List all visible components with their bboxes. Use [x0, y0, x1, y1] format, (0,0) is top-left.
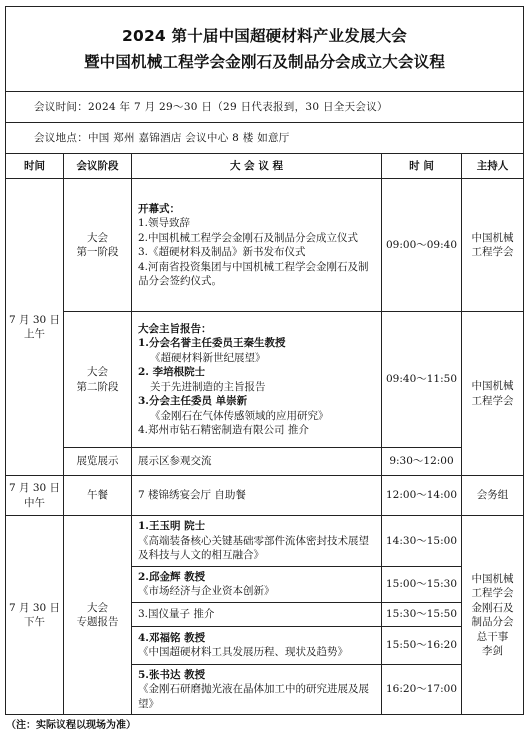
list-item: 2.中国机械工程学会金刚石及制品分会成立仪式 [138, 231, 359, 244]
exhibit-text: 展示区参观交流 [132, 448, 382, 476]
report-1 [132, 516, 382, 567]
date-morning: 7 月 30 日 上午 [6, 179, 64, 476]
list-item: 3.《超硬材料及制品》新书发布仪式 [138, 246, 306, 258]
report-5-time: 16:20～17:00 [382, 664, 462, 715]
stage-2: 大会 第二阶段 [64, 312, 132, 448]
header-time: 时 间 [382, 154, 462, 179]
lunch-text: 7 楼锦绣宴会厅 自助餐 [132, 476, 382, 516]
table-row [6, 516, 524, 567]
host-afternoon: 中国机械工程学会金刚石及制品分会 总干事 李剑 [462, 516, 524, 715]
report-topic: 《金刚石研磨抛光液在晶体加工中的研究进展及展望》 [138, 683, 369, 710]
session-1-agenda [132, 179, 382, 312]
date-noon: 7 月 30 日 中午 [6, 476, 64, 516]
report-5 [132, 664, 382, 715]
title-line-2: 暨中国机械工程学会金刚石及制品分会成立大会议程 [83, 53, 446, 71]
session-1-heading: 开幕式： [138, 202, 180, 215]
list-item: 3.分会主任委员 单崇新 [138, 395, 248, 407]
report-topic: 《市场经济与企业资本创新》 [138, 585, 275, 597]
list-item: 《金刚石在气体传感领域的应用研究》 [150, 409, 329, 422]
list-item: 《超硬材料新世纪展望》 [150, 351, 266, 364]
report-speaker: 1.王玉明 院士 [138, 520, 206, 532]
stage-1: 大会 第一阶段 [64, 179, 132, 312]
session-2-heading: 大会主旨报告： [138, 322, 212, 335]
report-topic: 《中国超硬材料工具发展历程、现状及趋势》 [138, 646, 348, 658]
report-topic: 《高端装备核心关键基础零部件流体密封技术展望及科技与人文的相互融合》 [138, 534, 369, 561]
stage-lunch: 午餐 [64, 476, 132, 516]
list-item: 1.分会名誉主任委员王秦生教授 [138, 337, 286, 349]
report-3-time: 15:30～15:50 [382, 602, 462, 626]
title-line-1: 2024 第十届中国超硬材料产业发展大会 [121, 27, 408, 45]
title-block [6, 7, 524, 92]
report-topic: 3.国仪量子 推介 [138, 607, 215, 620]
session-2-agenda [132, 312, 382, 448]
footnote: （注：实际议程以现场为准） [6, 720, 136, 731]
list-item: 关于先进制造的主旨报告 [150, 380, 266, 393]
table-row [6, 312, 524, 448]
exhibit-time: 9:30～12:00 [382, 448, 462, 476]
report-speaker: 2.邱金辉 教授 [138, 570, 206, 583]
report-speaker: 4.邓福铭 教授 [138, 631, 206, 644]
list-item: 4.郑州市钻石精密制造有限公司 推介 [138, 424, 309, 436]
report-2 [132, 566, 382, 602]
table-row [6, 476, 524, 516]
stage-exhibit: 展览展示 [64, 448, 132, 476]
host-session-2: 中国机械工程学会 [462, 312, 524, 476]
list-item: 1.领导致辞 [138, 217, 191, 229]
header-stage: 会议阶段 [64, 154, 132, 179]
meeting-venue: 会议地点：中国 郑州 嘉锦酒店 会议中心 8 楼 如意厅 [6, 123, 524, 154]
list-item: 4.河南省投资集团与中国机械工程学会金刚石及制品分会签约仪式。 [138, 260, 369, 287]
report-4 [132, 626, 382, 664]
table-row [6, 179, 524, 312]
report-4-time: 15:50～16:20 [382, 626, 462, 664]
agenda-table [5, 6, 524, 715]
report-3 [132, 602, 382, 626]
table-row [6, 448, 524, 476]
header-host: 主持人 [462, 154, 524, 179]
stage-reports: 大会 专题报告 [64, 516, 132, 715]
session-1-time: 09:00～09:40 [382, 179, 462, 312]
host-lunch: 会务组 [462, 476, 524, 516]
list-item: 2. 李培根院士 [138, 366, 206, 378]
header-agenda: 大 会 议 程 [132, 154, 382, 179]
report-speaker: 5.张书达 教授 [138, 668, 206, 681]
lunch-time: 12:00～14:00 [382, 476, 462, 516]
host-session-1: 中国机械工程学会 [462, 179, 524, 312]
session-2-time: 09:40～11:50 [382, 312, 462, 448]
date-afternoon: 7 月 30 日 下午 [6, 516, 64, 715]
report-2-time: 15:00～15:30 [382, 566, 462, 602]
meeting-time: 会议时间：2024 年 7 月 29～30 日（29 日代表报到，30 日全天会议） [6, 92, 524, 123]
report-1-time: 14:30～15:00 [382, 516, 462, 567]
header-date: 时间 [6, 154, 64, 179]
table-header-row [6, 154, 524, 179]
